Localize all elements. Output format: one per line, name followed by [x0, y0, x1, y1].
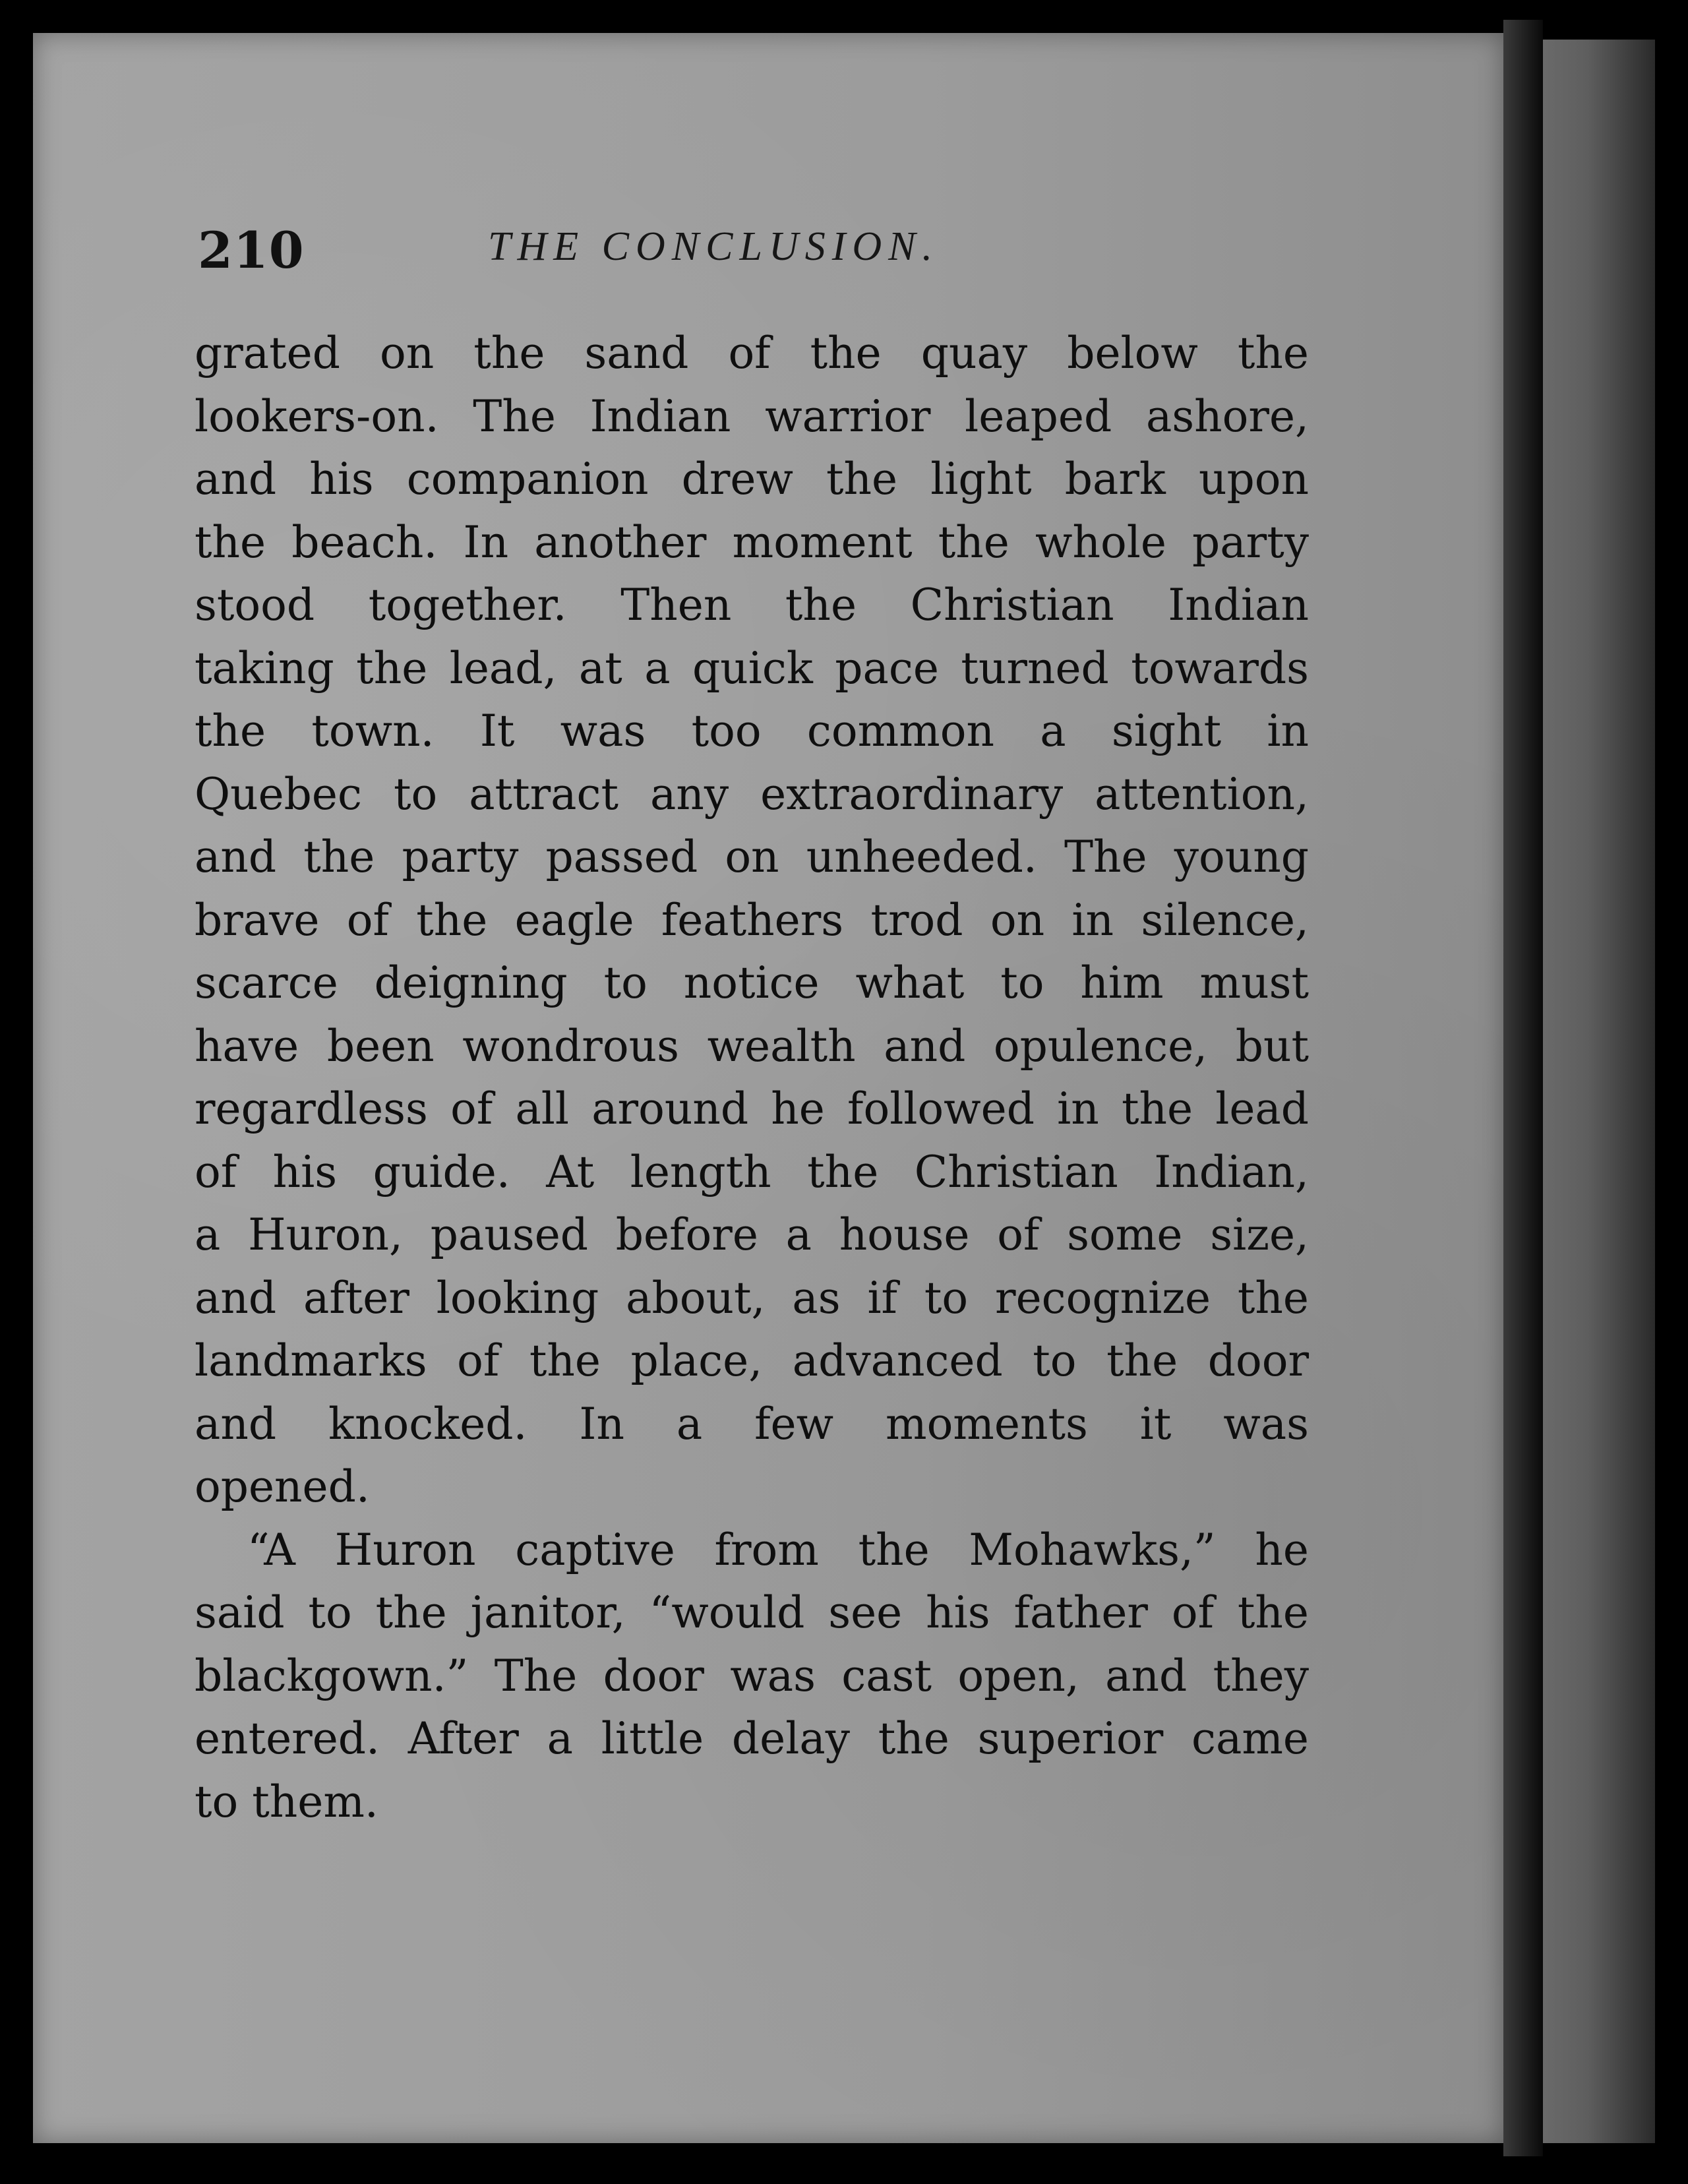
- binding-gutter: [1503, 20, 1543, 2156]
- text-line: regardless of all around he followed in the lead: [195, 1083, 1309, 1134]
- text-line: the beach. In another moment the whole party: [195, 516, 1309, 568]
- page-number: 210: [198, 221, 305, 280]
- text-line: entered. After a little delay the superior came: [195, 1713, 1309, 1764]
- text-line: scarce deigning to notice what to him must: [195, 957, 1309, 1008]
- text-line: brave of the eagle feathers trod on in silence,: [195, 894, 1309, 946]
- text-line: and after looking about, as if to recognize the: [195, 1272, 1309, 1323]
- text-line: Quebec to attract any extraordinary attention,: [195, 768, 1309, 820]
- body-text: [195, 322, 1309, 1833]
- text-line: and his companion drew the light bark upon: [195, 454, 1309, 504]
- text-line: and the party passed on unheeded. The young: [195, 832, 1309, 882]
- text-line: have been wondrous wealth and opulence, but: [195, 1020, 1309, 1072]
- text-line: to them.: [195, 1776, 378, 1827]
- text-line: landmarks of the place, advanced to the door: [195, 1335, 1309, 1386]
- text-line: and knocked. In a few moments it was: [195, 1398, 1309, 1449]
- running-head: [198, 221, 1365, 293]
- adjacent-page-edge: [1543, 40, 1655, 2143]
- text-line: lookers-on. The Indian warrior leaped ashore,: [195, 390, 1309, 442]
- running-title: THE CONCLUSION.: [488, 224, 939, 269]
- text-line: blackgown.” The door was cast open, and they: [195, 1650, 1309, 1701]
- text-line: stood together. Then the Christian Indian: [195, 580, 1309, 630]
- text-line: grated on the sand of the quay below the: [195, 328, 1309, 379]
- text-line: said to the janitor, “would see his father of the: [195, 1587, 1309, 1638]
- text-line: the town. It was too common a sight in: [195, 706, 1309, 756]
- text-line: “A Huron captive from the Mohawks,” he: [247, 1524, 1309, 1575]
- text-line: a Huron, paused before a house of some size,: [195, 1209, 1309, 1260]
- text-line: opened.: [195, 1461, 370, 1512]
- text-line: of his guide. At length the Christian Indian,: [195, 1146, 1309, 1198]
- text-line: taking the lead, at a quick pace turned towards: [195, 642, 1309, 694]
